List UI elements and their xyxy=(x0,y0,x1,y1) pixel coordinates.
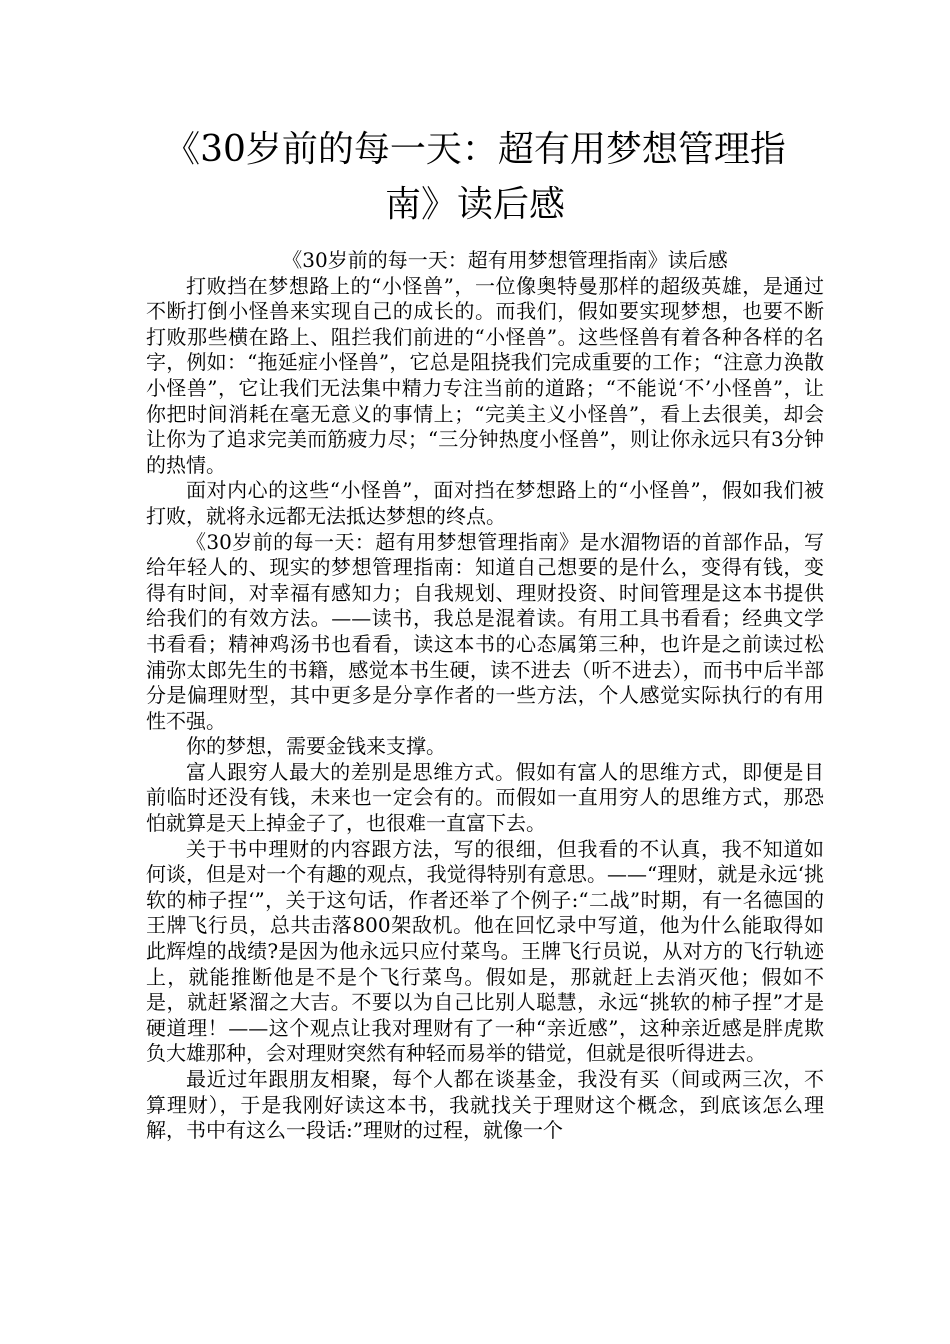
document-title: 《30岁前的每一天：超有用梦想管理指南》读后感 xyxy=(164,129,786,225)
paragraph: 关于书中理财的内容跟方法，写的很细，但我看的不认真，我不知道如何谈，但是对一个有趣的观点，我觉得特别有意思。——“理财，就是永远‘挑软的柿子捏‘”，关于这句话，作者还举了个例子:“二战”时期，有一名德国的王牌飞行员，总共击落800架敌机。他在回忆录中写道，他为什么能取得如此辉煌的战绩?是因为他永远只应付菜鸟。王牌飞行员说，从对方的飞行轨迹上，就能推断他是不是个飞行菜鸟。假如是，那就赶上去消灭他；假如不是，就赶紧溜之大吉。不要以为自己比别人聪慧，永远“挑软的柿子捏”才是硬道理！——这个观点让我对理财有了一种“亲近感”，这种亲近感是胖虎欺负大雄那种，会对理财突然有种轻而易举的错觉，但就是很听得进去。 xyxy=(146,836,824,1066)
paragraph: 打败挡在梦想路上的“小怪兽”，一位像奥特曼那样的超级英雄，是通过不断打倒小怪兽来实现自己的成长的。而我们，假如要实现梦想，也要不断打败那些横在路上、阻拦我们前进的“小怪兽”。这些怪兽有着各种各样的名字，例如：“拖延症小怪兽”，它总是阻挠我们完成重要的工作；“注意力涣散小怪兽”，它让我们无法集中精力专注当前的道路；“不能说‘不’小怪兽”，让你把时间消耗在毫无意义的事情上；“完美主义小怪兽”，看上去很美，却会让你为了追求完美而筋疲力尽；“三分钟热度小怪兽”，则让你永远只有3分钟的热情。 xyxy=(146,273,824,477)
paragraph: 富人跟穷人最大的差别是思维方式。假如有富人的思维方式，即便是目前临时还没有钱，未来也一定会有的。而假如一直用穷人的思维方式，那恐怕就算是天上掉金子了，也很难一直富下去。 xyxy=(146,759,824,836)
paragraph: 面对内心的这些“小怪兽”，面对挡在梦想路上的“小怪兽”，假如我们被打败，就将永远都无法抵达梦想的终点。 xyxy=(146,478,824,528)
document-body xyxy=(146,248,824,1144)
paragraph: 你的梦想，需要金钱来支撑。 xyxy=(186,734,446,759)
paragraph: 《30岁前的每一天：超有用梦想管理指南》是水湄物语的首部作品，写给年轻人的、现实的梦想管理指南：知道自己想要的是什么，变得有钱，变得有时间，对幸福有感知力；自我规划、理财投资、时间管理是这本书提供给我们的有效方法。——读书，我总是混着读。有用工具书看看；经典文学书看看；精神鸡汤书也看看，读这本书的心态属第三种，也许是之前读过松浦弥太郎先生的书籍，感觉本书生硬，读不进去（听不进去），而书中后半部分是偏理财型，其中更多是分享作者的一些方法，个人感觉实际执行的有用性不强。 xyxy=(146,529,824,733)
document-subtitle: 《30岁前的每一天：超有用梦想管理指南》读后感 xyxy=(282,248,728,272)
paragraph: 最近过年跟朋友相聚，每个人都在谈基金，我没有买（间或两三次，不算理财），于是我刚好读这本书，我就找关于理财这个概念，到底该怎么理解，书中有这么一段话:”理财的过程，就像一个 xyxy=(146,1067,824,1143)
